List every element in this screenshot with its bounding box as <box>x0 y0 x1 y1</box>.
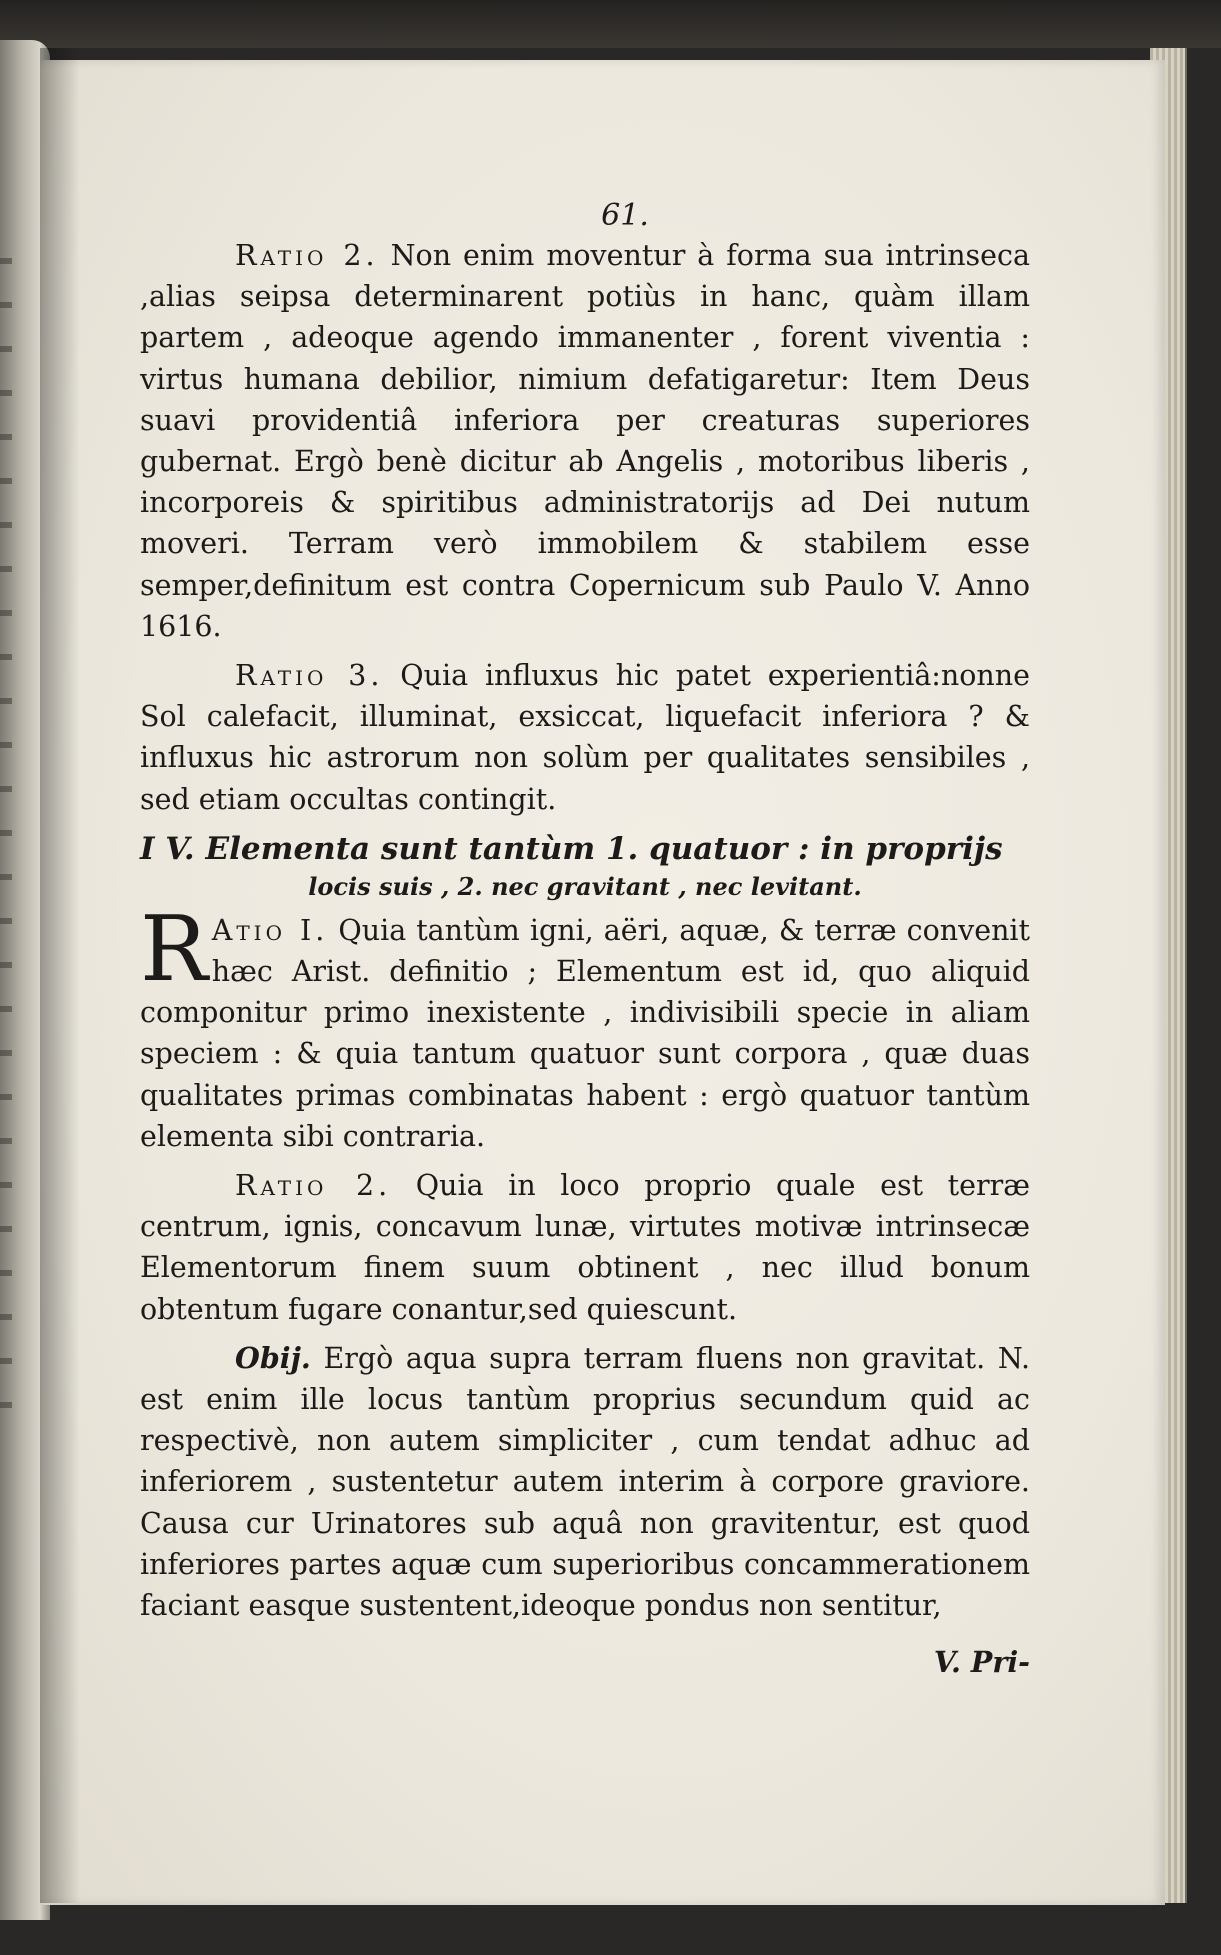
paragraph-body: Ergò aqua supra terram fluens non gravitat. N. est enim ille locus tantùm proprius secundum quid ac respectivè, non autem simpliciter , cum tendat adhuc ad inferiorem , sustentetur autem interim à corpore graviore. Causa cur Urinatores sub aquâ non gravitentur, est quod inferiores partes aquæ cum superioribus concammerationem faciant easque sustentent,ideoque pondus non sentitur, <box>140 1341 1030 1623</box>
section-heading <box>140 828 1030 904</box>
paragraph-body: Quia in loco proprio quale est terræ centrum, ignis, concavum lunæ, virtutes motivæ intrinsecæ Elementorum finem suum obtinent , nec illud bonum obtentum fugare conantur,sed quiescunt. <box>140 1169 1030 1326</box>
paragraph-ratio-2b <box>140 1165 1030 1330</box>
paragraph-lead: Ratio 2. <box>235 1169 392 1203</box>
previous-page-text-marks <box>0 220 12 1420</box>
paragraph-ratio-2 <box>140 235 1030 647</box>
paragraph-ratio-1 <box>140 896 1031 1157</box>
paragraph-lead: Obij. <box>235 1340 311 1375</box>
drop-cap: R <box>140 896 208 1002</box>
paragraph-lead: Ratio 2. <box>235 239 379 272</box>
heading-line-2: locis suis , 2. nec gravitant , nec levitant. <box>308 871 862 901</box>
paragraph-body: Quia influxus hic patet experientiâ:nonne Sol calefacit, illuminat, exsiccat, liquefacit inferiora ? & influxus hic astrorum non solùm per qualitates sensibiles , sed etiam occultas contingit. <box>140 659 1031 816</box>
paragraph-objection <box>140 1338 1030 1626</box>
binding-shadow <box>40 48 80 1903</box>
paragraph-lead: Ratio 3. <box>235 659 384 693</box>
paragraph-body: Quia tantùm igni, aëri, aquæ, & terræ convenit hæc Arist. definitio ; Elementum est id, quo aliquid componitur primo inexistente , indivisibili specie in aliam speciem : & quia tantum quatuor sunt corpora , quæ duas qualitates primas combinatas habent : ergò quatuor tantùm elementa sibi contraria. <box>140 913 1031 1153</box>
paragraph-ratio-3 <box>140 655 1030 820</box>
book-page <box>40 60 1165 1905</box>
background-board <box>0 0 1221 48</box>
paragraph-lead: Atio I. <box>211 913 329 947</box>
heading-line-1: I V. Elementa sunt tantùm 1. quatuor : in proprijs <box>140 830 1003 867</box>
catchword: V. Pri- <box>933 1645 1030 1680</box>
paragraph-body: Non enim moventur à forma sua intrinseca ,alias seipsa determinarent potiùs in hanc, quàm illam partem , adeoque agendo immanenter , forent viventia : virtus humana debilior, nimium defatigaretur: Item Deus suavi providentiâ inferiora per creaturas superiores gubernat. Ergò benè dicitur ab Angelis , motoribus liberis , incorporeis & spiritibus administratorijs ad Dei nutum moveri. Terram verò immobilem & stabilem esse semper,definitum est contra Copernicum sub Paulo V. Anno 1616. <box>140 239 1030 643</box>
page-text-block <box>140 195 1030 1684</box>
page-number: 61. <box>601 198 649 233</box>
